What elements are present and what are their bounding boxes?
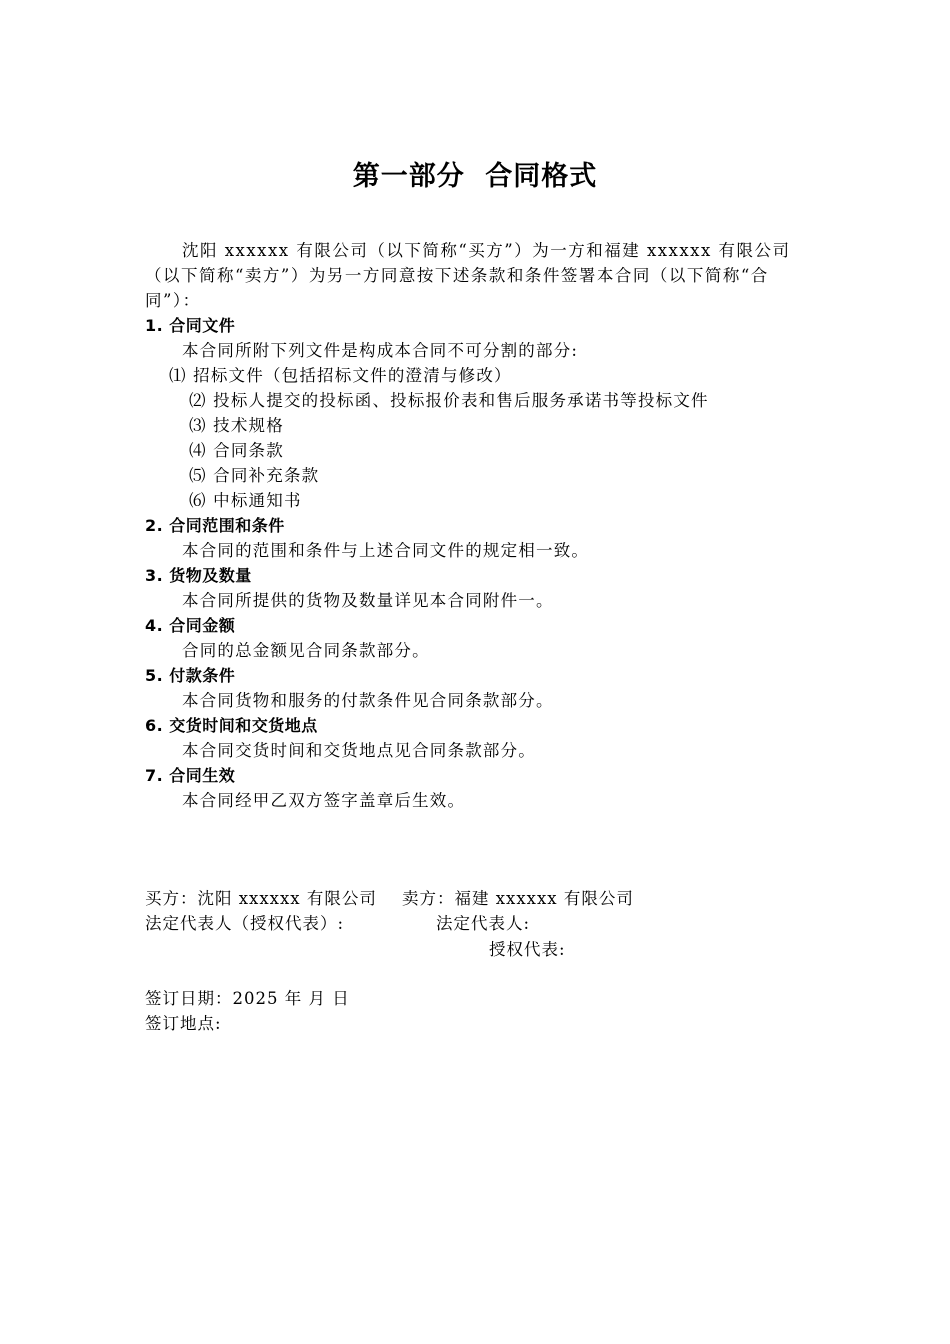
document-item: ⑹ 中标通知书: [189, 491, 302, 510]
buyer-name: 买方：沈阳 xxxxxx 有限公司: [145, 889, 377, 908]
signing-date: 签订日期：2025 年 月 日: [145, 989, 350, 1008]
signing-place: 签订地点:: [145, 1014, 222, 1033]
section-body: 本合同经甲乙双方签字盖章后生效。: [182, 791, 466, 810]
section-body: 本合同交货时间和交货地点见合同条款部分。: [182, 741, 536, 760]
document-item: ⑸ 合同补充条款: [189, 466, 320, 485]
intro-paragraph: 沈阳 xxxxxx 有限公司（以下简称“买方”）为一方和福建 xxxxxx 有限公司（以下简称“卖方”）为另一方同意按下述条款和条件签署本合同（以下简称“合同”）：: [145, 241, 791, 310]
contract-body: [145, 313, 805, 813]
document-item: ⑶ 技术规格: [189, 416, 284, 435]
section-body: 合同的总金额见合同条款部分。: [182, 641, 430, 660]
document-item: ⑵ 投标人提交的投标函、投标报价表和售后服务承诺书等投标文件: [189, 391, 709, 410]
seller-authorized-representative: 授权代表:: [489, 940, 566, 959]
seller-name: 卖方：福建 xxxxxx 有限公司: [402, 889, 634, 908]
section-body: 本合同所提供的货物及数量详见本合同附件一。: [182, 591, 554, 610]
document-item: ⑷ 合同条款: [189, 441, 284, 460]
section-heading: 2. 合同范围和条件: [145, 516, 285, 535]
section-heading: 3. 货物及数量: [145, 566, 252, 585]
section-body: 本合同所附下列文件是构成本合同不可分割的部分:: [182, 341, 579, 360]
section-body: 本合同的范围和条件与上述合同文件的规定相一致。: [182, 541, 590, 560]
section-body: 本合同货物和服务的付款条件见合同条款部分。: [182, 691, 554, 710]
section-heading: 1. 合同文件: [145, 316, 236, 335]
representative-line: [145, 911, 845, 936]
page-title: 第一部分 合同格式: [352, 161, 598, 192]
section-heading: 7. 合同生效: [145, 766, 236, 785]
section-heading: 6. 交货时间和交货地点: [145, 716, 318, 735]
authorized-line: [145, 937, 845, 962]
buyer-representative: 法定代表人（授权代表）:: [145, 914, 345, 933]
party-line: [145, 886, 845, 911]
section-heading: 5. 付款条件: [145, 666, 236, 685]
section-heading: 4. 合同金额: [145, 616, 236, 635]
document-item: ⑴ 招标文件（包括招标文件的澄清与修改）: [169, 366, 512, 385]
seller-representative: 法定代表人:: [436, 914, 531, 933]
